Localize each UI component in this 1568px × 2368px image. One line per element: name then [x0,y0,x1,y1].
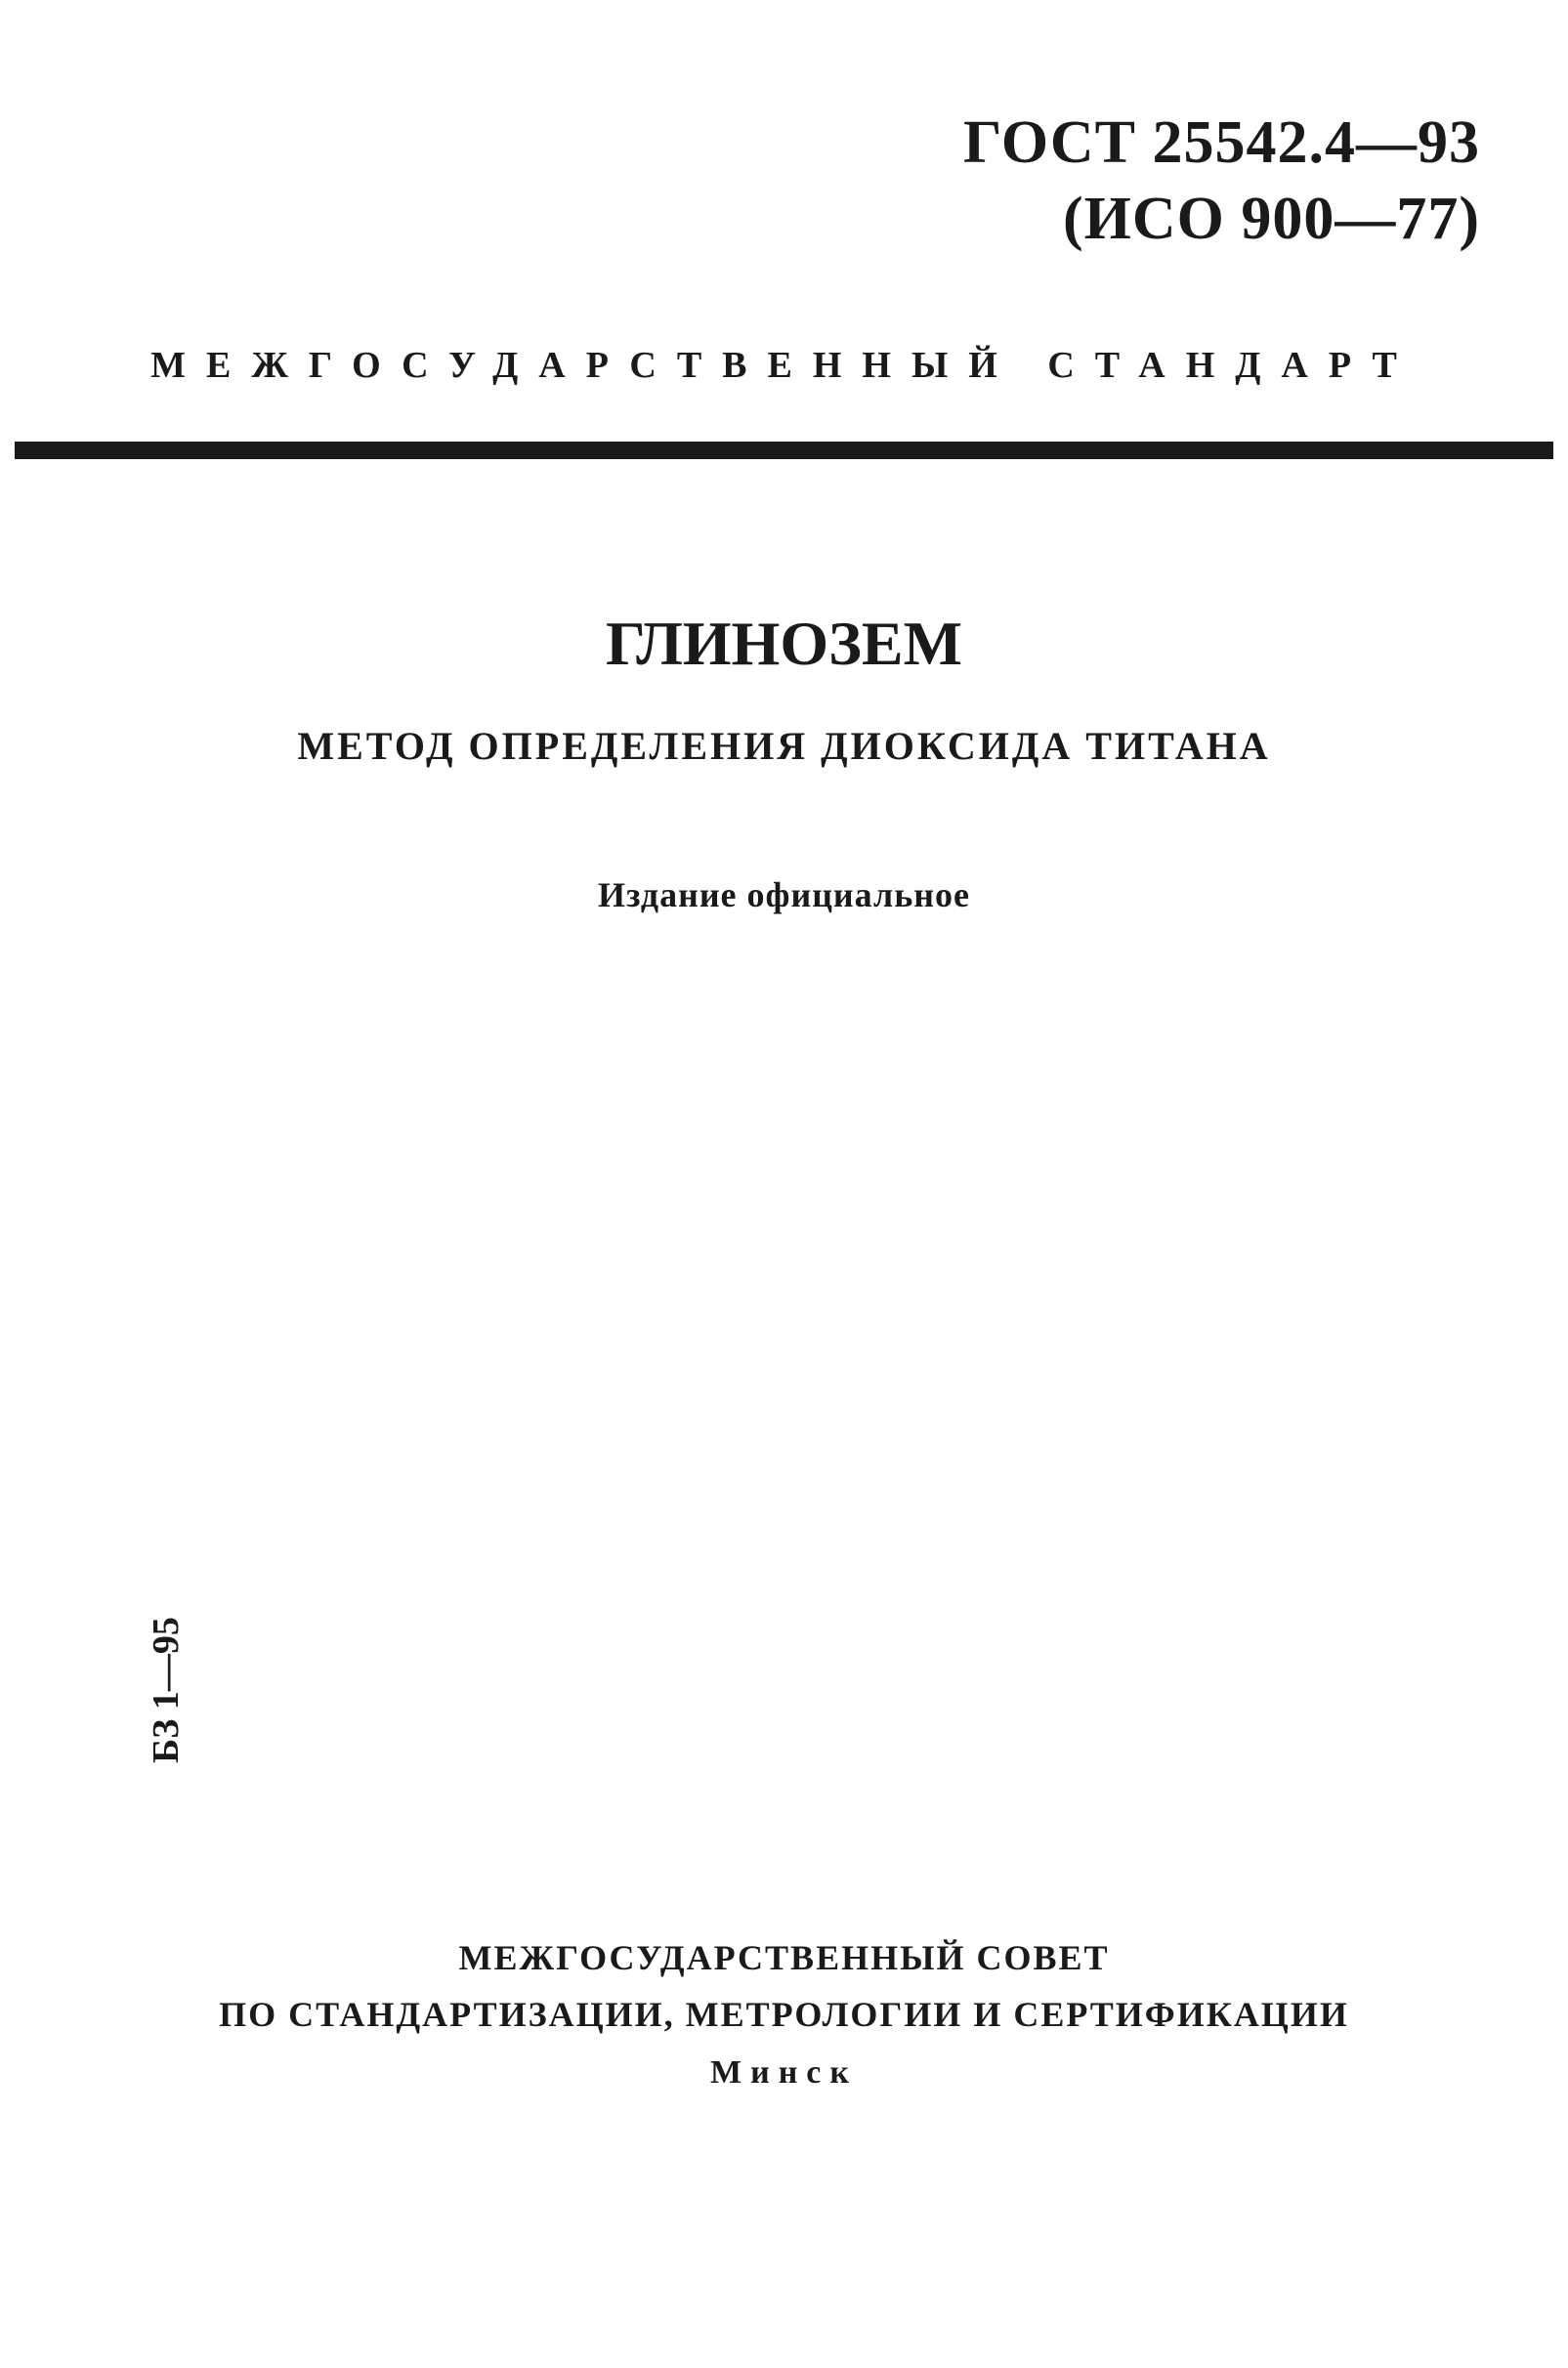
publisher-block [0,1929,1568,2103]
standard-kind: МЕЖГОСУДАРСТВЕННЫЙ СТАНДАРТ [150,345,1418,386]
gost-number: ГОСТ 25542.4—93 [962,109,1480,176]
side-catalog-note: БЗ 1—95 [146,1617,187,1763]
publisher-city: Минск [710,2054,858,2091]
document-designation [963,106,1480,257]
edition-note: Издание официальное [598,875,970,914]
publisher-name-line2: ПО СТАНДАРТИЗАЦИИ, МЕТРОЛОГИИ И СЕРТИФИКАЦИИ [219,1995,1349,2034]
iso-number: (ИСО 900—77) [1062,185,1480,252]
page-title: ГЛИНОЗЕМ [606,609,962,678]
header-divider [15,442,1553,459]
publisher-name-line1: МЕЖГОСУДАРСТВЕННЫЙ СОВЕТ [458,1938,1110,1977]
page-subtitle: МЕТОД ОПРЕДЕЛЕНИЯ ДИОКСИДА ТИТАНА [297,724,1271,768]
